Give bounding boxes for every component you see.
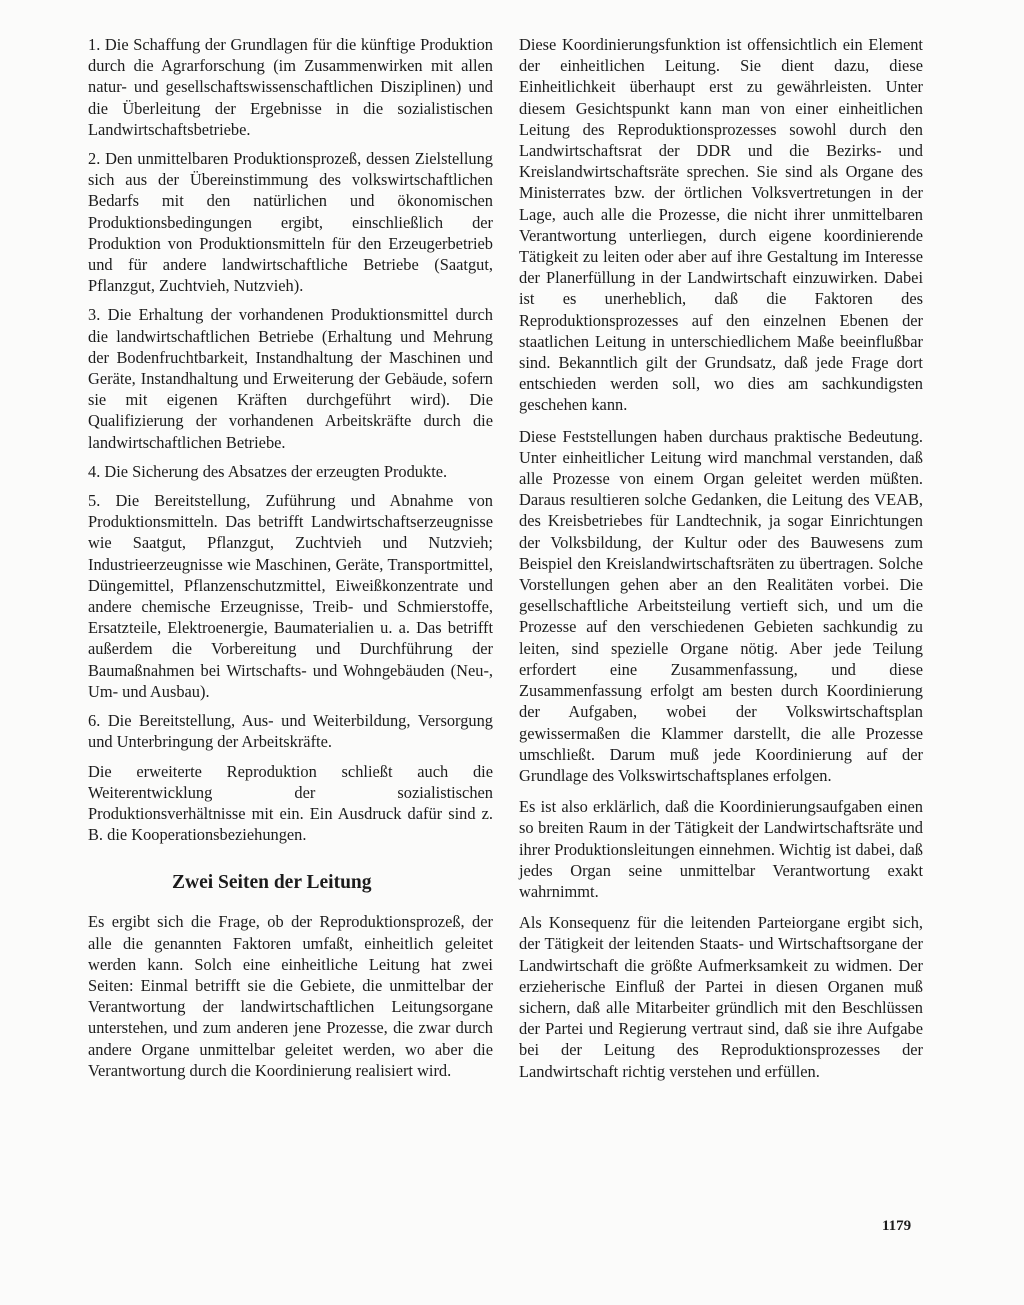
list-item-2: 2. Den unmittelbaren Produktionsprozeß, dessen Zielstellung sich aus der Übereinstimmung des volkswirtschaftlichen Bedarfs mit den natürlichen und ökonomischen Produktionsbedingungen ergibt, einschließlich der Produktion von Produktionsmitteln für den Erzeugerbetrieb und für andere landwirtschaftliche Betriebe (Saatgut, Pflanzgut, Zuchtvieh, Nutzvieh). bbox=[88, 149, 493, 296]
section-paragraph: Es ergibt sich die Frage, ob der Reproduktionsprozeß, der alle die genannten Faktoren umfaßt, einheitlich geleitet werden kann. Solch eine einheitliche Leitung hat zwei Seiten: Einmal betrifft sie die Gebiete, die unmittelbar der Verantwortung der landwirtschaftlichen Leitungsorgane unterstehen, und zum anderen jene Prozesse, die zwar durch andere Organe unmittelbar geleitet werden, wo aber die Verantwortung durch die Koordinierung realisiert wird. bbox=[88, 912, 493, 1080]
paragraph-consequence: Als Konsequenz für die leitenden Parteiorgane ergibt sich, der Tätigkeit der leitenden Staats- und Wirtschaftsorgane der Landwirtschaft die größte Aufmerksamkeit zu widmen. Der erzieherische Einfluß der Partei in diesen Organen muß sichern, daß alle Mitarbeiter gründlich mit den Beschlüssen der Partei und Regierung vertraut sind, daß sie ihre Aufgabe bei der Leitung des Reproduktionsprozesses der Landwirtschaft richtig verstehen und erfüllen. bbox=[519, 913, 923, 1081]
list-item-1: 1. Die Schaffung der Grundlagen für die künftige Produktion durch die Agrarforschung (im Zusammenwirken mit allen natur- und gesellschaftswissenschaftlichen Disziplinen) und die Überleitung der Ergebnisse in die sozialistischen Landwirtschaftsbetriebe. bbox=[88, 35, 493, 139]
list-item-3: 3. Die Erhaltung der vorhandenen Produktionsmittel durch die landwirtschaftlichen Betriebe (Erhaltung und Mehrung der Bodenfruchtbarkeit, Instandhaltung der Maschinen und Geräte, Instandhaltung und Erweiterung der Gebäude, sofern sie mit eigenen Kräften durchgeführt wird). Die Qualifizierung der vorhandenen Arbeitskräfte durch die landwirtschaftlichen Betriebe. bbox=[88, 305, 493, 452]
list-item-4: 4. Die Sicherung des Absatzes der erzeugten Produkte. bbox=[88, 461, 448, 481]
list-item-6: 6. Die Bereitstellung, Aus- und Weiterbildung, Versorgung und Unterbringung der Arbeitskräfte. bbox=[88, 711, 493, 752]
paragraph-coordination-tasks: Es ist also erklärlich, daß die Koordinierungsaufgaben einen so breiten Raum in der Tätigkeit der Landwirtschaftsräte und ihrer Produktionsleitungen einnehmen. Wichtig ist dabei, daß jedes Organ seine unmittelbar Verantwortung exakt wahrnimmt. bbox=[519, 797, 923, 901]
page-number: 1179 bbox=[882, 1218, 912, 1234]
left-column bbox=[88, 34, 493, 1089]
paragraph-findings: Diese Feststellungen haben durchaus praktische Bedeutung. Unter einheitlicher Leitung wird manchmal verstanden, daß alle Prozesse von einem Organ geleitet werden müßten. Daraus resultieren solche Gedanken, die Leitung des VEAB, des Kreisbetriebes für Landtechnik, ja sogar Einrichtungen der Volksbildung, der Kultur oder des Bauwesens zum Beispiel den Kreislandwirtschaftsräten zu übertragen. Solche Vorstellungen gehen aber an den Realitäten vorbei. Die gesellschaftliche Arbeitsteilung vertieft sich, und um die Prozesse auf den verschiedenen Gebieten sachkundig zu leiten, sind spezielle Organe nötig. Aber jede Teilung erfordert eine Zusammenfassung, und diese Zusammenfassung erfolgt am besten durch Koordinierung der Aufgaben, wobei der Volkswirtschaftsplan gewissermaßen die Klammer darstellt, die alle Prozesse umschließt. Darum muß jede Koordinierung auf der Grundlage des Volkswirtschaftsplanes erfolgen. bbox=[519, 426, 923, 785]
list-item-5: 5. Die Bereitstellung, Zuführung und Abnahme von Produktionsmitteln. Das betrifft Landwirtschaftserzeugnisse wie Saatgut, Pflanzgut, Zuchtvieh und Nutzvieh; Industrieerzeugnisse wie Maschinen, Geräte, Transportmittel, Düngemittel, Pflanzenschutzmittel, Eiweißkonzentrate und andere chemische Erzeugnisse, Treib- und Schmierstoffe, Ersatzteile, Elektroenergie, Baumaterialien u. a. Das betrifft außerdem die Vorbereitung und Durchführung der Baumaßnahmen bei Wirtschafts- und Wohngebäuden (Neu-, Um- und Ausbau). bbox=[88, 491, 493, 701]
closing-paragraph: Die erweiterte Reproduktion schließt auch die Weiterentwicklung der sozialistischen Produktionsverhältnisse mit ein. Ein Ausdruck dafür sind z. B. die Kooperationsbeziehungen. bbox=[88, 761, 493, 845]
section-heading: Zwei Seiten der Leitung bbox=[172, 872, 372, 894]
right-column bbox=[519, 34, 923, 1092]
paragraph-coordination: Diese Koordinierungsfunktion ist offensichtlich ein Element der einheitlichen Leitung. Sie dient dazu, diese Einheitlichkeit überhaupt erst zu gewährleisten. Unter diesem Gesichtspunkt kann man von einer einheitlichen Leitung des Reproduktionsprozesses sowohl durch den Landwirtschaftsrat der DDR und die Bezirks- und Kreislandwirtschaftsräte sprechen. Sie sind als Organe des Ministerrates bzw. der örtlichen Volksvertretungen in der Lage, auch alle die Prozesse, die nicht ihrer unmittelbaren Verantwortung unterliegen, durch eigene koordinierende Tätigkeit zu leiten oder aber auf ihre Gestaltung im Interesse der Planerfüllung in der Landwirtschaft einzuwirken. Dabei ist es unerheblich, daß die Faktoren des Reproduktionsprozesses auf den einzelnen Ebenen der staatlichen Leitung in unterschiedlichem Maße beeinflußbar sind. Bekanntlich gilt der Grundsatz, daß jede Frage dort entschieden werden soll, wo dies am sachkundigsten geschehen kann. bbox=[519, 35, 923, 415]
